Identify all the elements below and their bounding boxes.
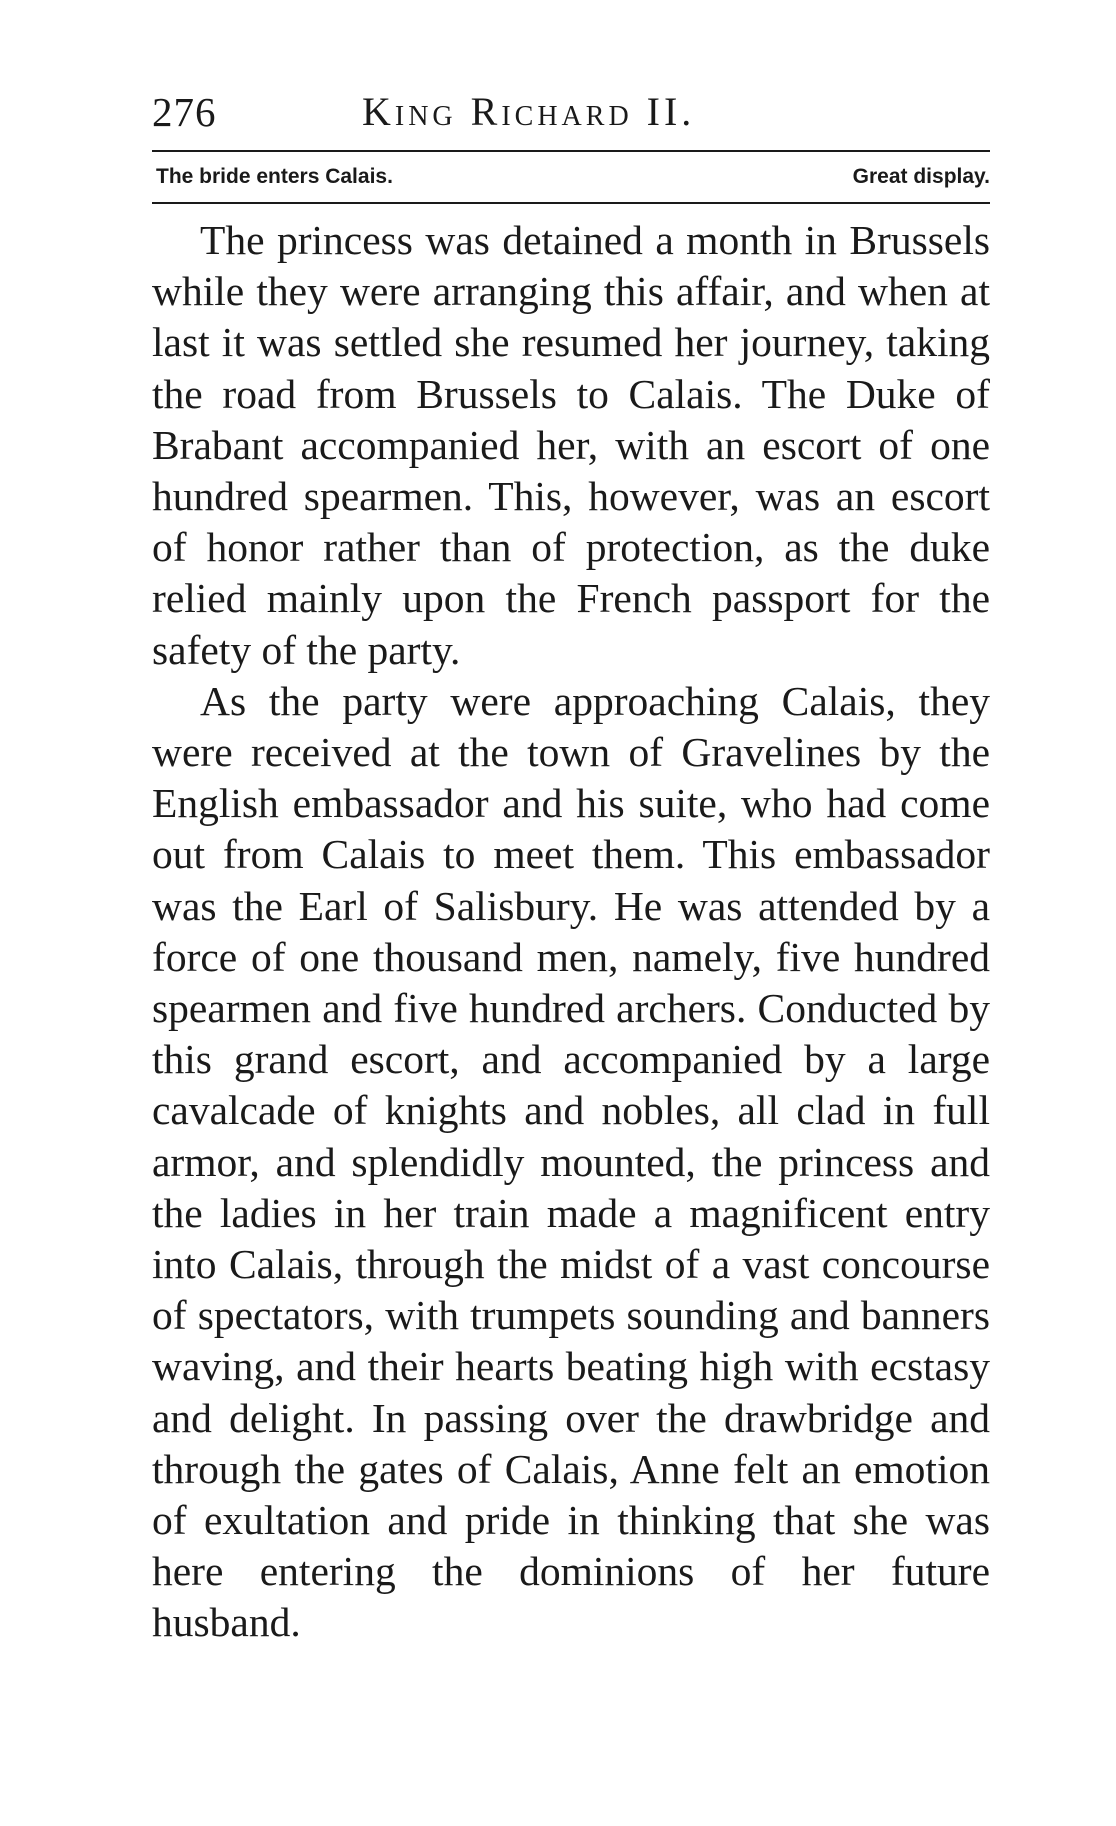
sidenote-bar <box>156 158 990 196</box>
sidenote-left: The bride enters Calais. <box>156 165 393 188</box>
header-rule-bottom <box>152 202 990 204</box>
body-text <box>152 215 990 1649</box>
paragraph-1: The princess was detained a month in Brussels while they were arranging this affair, and when at last it was settled she resumed her journey, taking the road from Brussels to Calais. The Duke of Brabant accompanied her, with an escort of one hundred spearmen. This, however, was an escort of honor rather than of protection, as the duke relied mainly upon the French passport for the safety of the party. <box>152 217 990 673</box>
header-rule-top <box>152 150 990 152</box>
running-head <box>152 82 990 142</box>
page-number: 276 <box>152 89 217 135</box>
book-title: King Richard II. <box>362 89 696 134</box>
sidenote-right: Great display. <box>852 165 990 188</box>
paragraph-2: As the party were approaching Calais, they were received at the town of Gravelines by the English embassador and his suite, who had come out from Calais to meet them. This embassador was the Earl of Salisbury. He was attended by a force of one thousand men, namely, five hundred spearmen and five hundred archers. Conducted by this grand escort, and accompanied by a large cavalcade of knights and nobles, all clad in full armor, and splendidly mounted, the princess and the ladies in her train made a magnificent entry into Calais, through the midst of a vast concourse of spectators, with trumpets sounding and banners waving, and their hearts beating high with ecstasy and delight. In passing over the drawbridge and through the gates of Calais, Anne felt an emotion of exultation and pride in thinking that she was here entering the dominions of her future husband. <box>152 677 990 1646</box>
